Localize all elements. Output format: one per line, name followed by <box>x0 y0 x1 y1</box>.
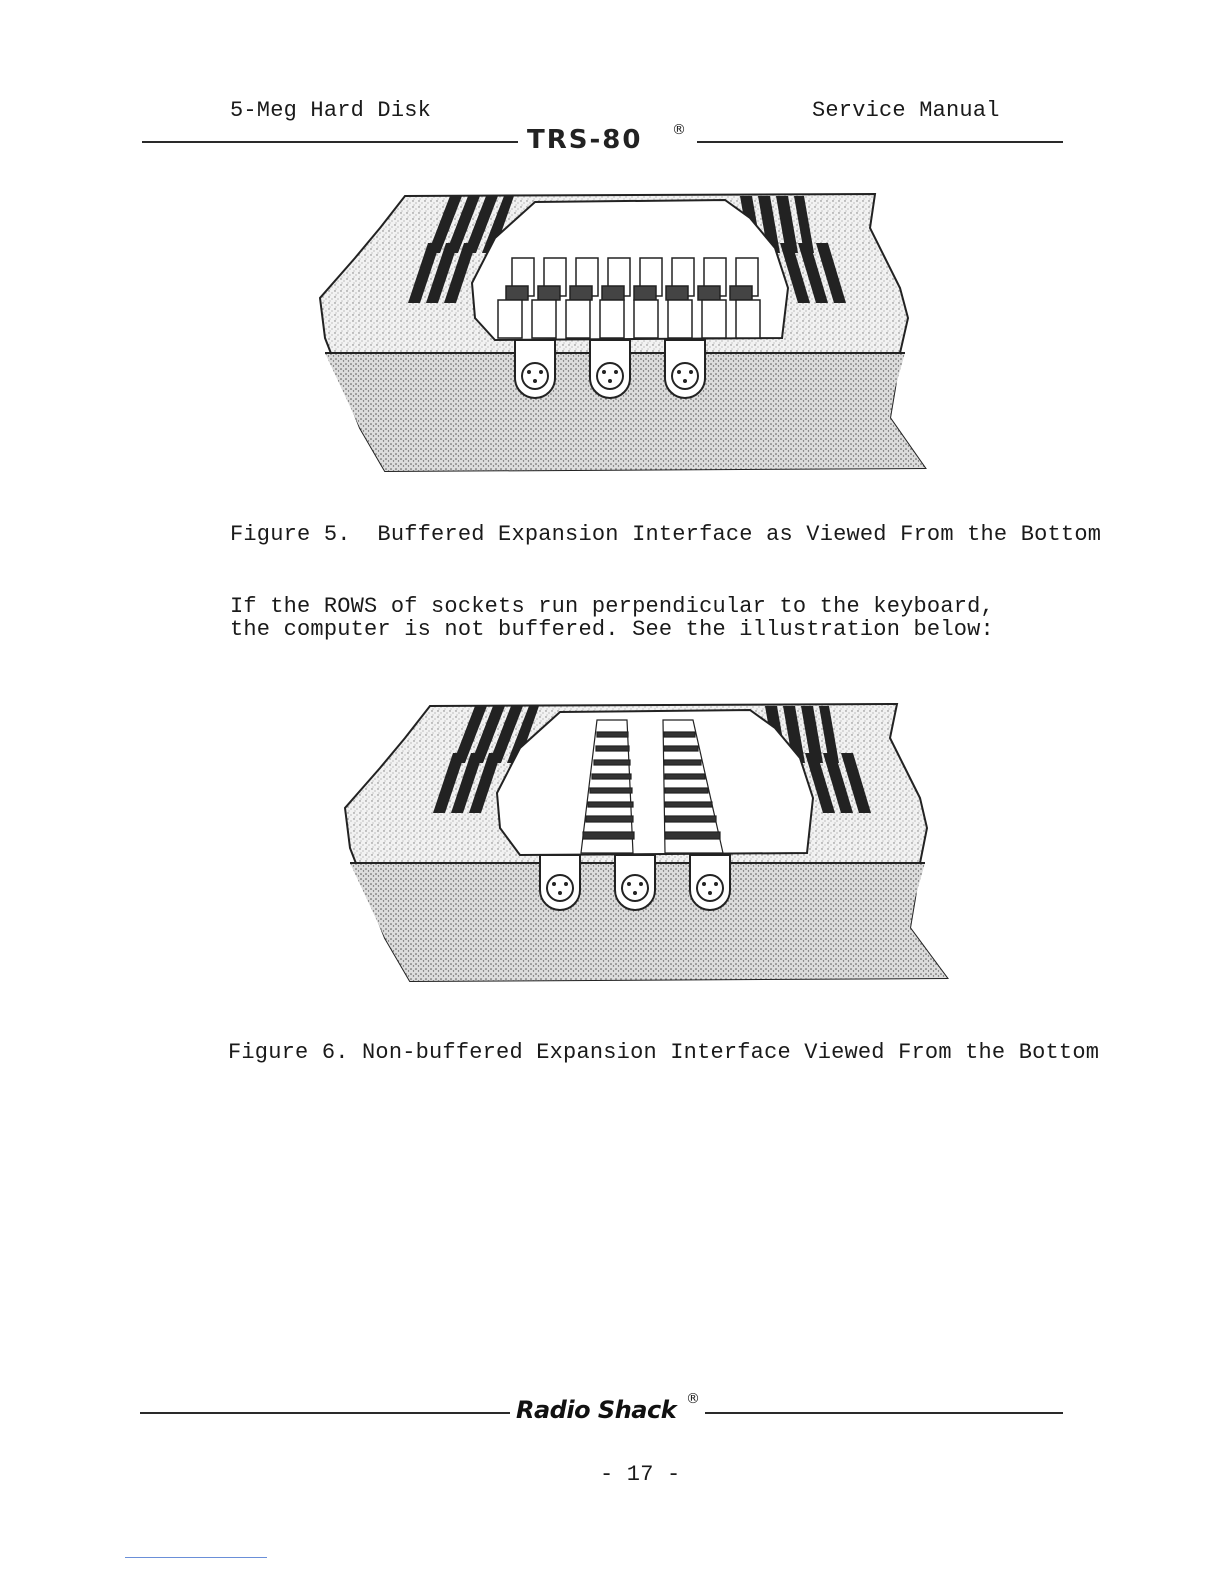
trs80-logo: TRS-80 <box>527 125 643 155</box>
scan-artifact-line <box>125 1557 267 1558</box>
figure6-illustration <box>335 698 955 988</box>
header-right-title: Service Manual <box>812 98 1000 123</box>
header-rule-left <box>142 141 518 143</box>
body-text-line-2: the computer is not buffered. See the illustration below: <box>230 617 994 642</box>
trs80-registered-mark: ® <box>672 122 686 138</box>
din-connectors <box>515 340 705 398</box>
header-rule-right <box>697 141 1063 143</box>
footer-rule-right <box>705 1412 1063 1414</box>
figure5-caption: Figure 5. Buffered Expansion Interface as Viewed From the Bottom <box>230 522 1102 547</box>
figure6-caption: Figure 6. Non-buffered Expansion Interface Viewed From the Bottom <box>228 1040 1100 1065</box>
din-connectors <box>540 855 730 910</box>
page-number: - 17 - <box>600 1462 681 1487</box>
radio-shack-registered-mark: ® <box>686 1391 700 1407</box>
body-text-line-1: If the ROWS of sockets run perpendicular to the keyboard, <box>230 594 994 619</box>
cutaway-opening <box>497 710 813 855</box>
footer-rule-left <box>140 1412 510 1414</box>
header-left-title: 5-Meg Hard Disk <box>230 98 432 123</box>
figure5-illustration <box>310 188 930 478</box>
radio-shack-logo: Radio Shack <box>516 1396 677 1424</box>
